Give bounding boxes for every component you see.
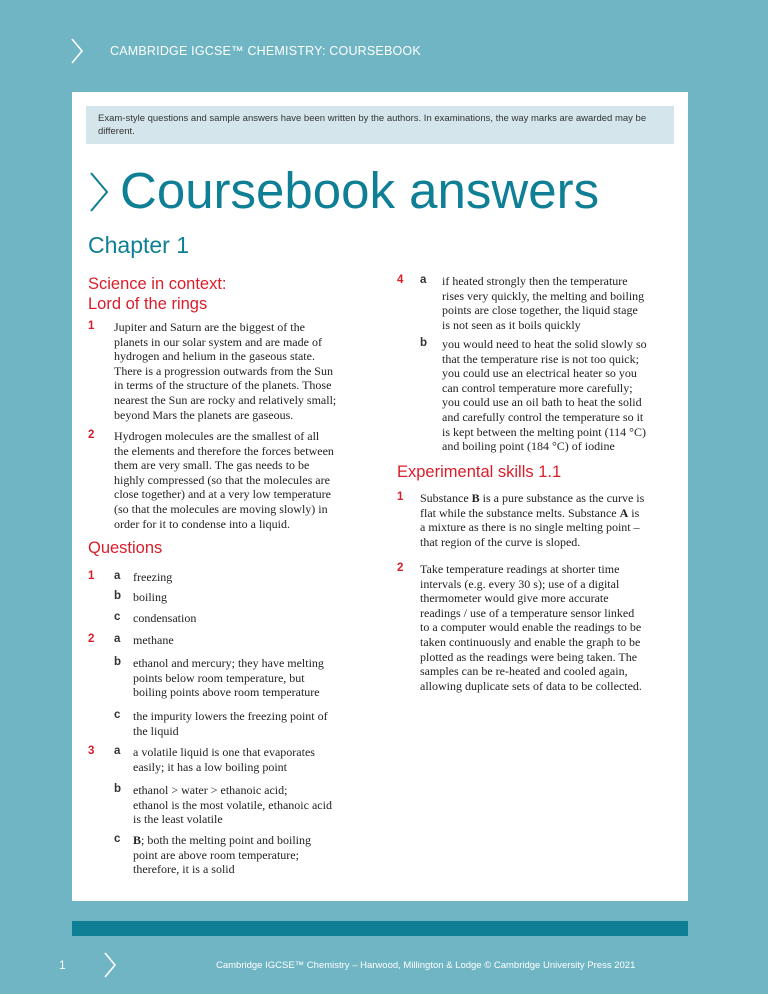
page-number: 1 bbox=[59, 958, 66, 972]
chevron-right-icon bbox=[103, 951, 117, 979]
answer-text: Take temperature readings at shorter time intervals (e.g. every 30 s); use of a digital thermometer would give more accurate readings / use of a temperature sensor linked to a computer would enable the readings to be taken continuously and enable the graph to be plotted as the readings were being taken. The samples can be re-heated and cooled again, allowing duplicate sets of data to be collected. bbox=[420, 562, 642, 693]
answer-text: you would need to heat the solid slowly so that the temperature rise is not too quick; you could use an electrical heater so you can control temperature more carefully; you could use an oil bath to heat the solid and carefully control the temperature so it is kept between the melting point (114 °C) and boiling point (184 °C) of iodine bbox=[442, 337, 647, 454]
question-number: 4 bbox=[397, 274, 404, 286]
part-label: a bbox=[114, 633, 121, 645]
part-label: a bbox=[114, 745, 121, 757]
page-title: Coursebook answers bbox=[120, 162, 600, 219]
part-label: b bbox=[420, 337, 428, 349]
answer-text: B; both the melting point and boiling point are above room temperature; therefore, it is a solid bbox=[133, 833, 312, 877]
page-content bbox=[72, 92, 688, 901]
section-heading-science: Science in context: Lord of the rings bbox=[88, 275, 227, 313]
part-label: c bbox=[114, 709, 121, 721]
part-label: c bbox=[114, 611, 121, 623]
question-number: 3 bbox=[88, 745, 95, 757]
part-label: a bbox=[114, 570, 121, 582]
answer-text: condensation bbox=[133, 611, 197, 625]
answer-text: Hydrogen molecules are the smallest of all the elements and therefore the forces between them are very small. The gas needs to be highly compressed (so that the molecules are close together) and at a very low temperature (so that the molecules are moving slowly) in order for it to condense into a liquid. bbox=[114, 429, 334, 531]
answer-text: a volatile liquid is one that evaporates easily; it has a low boiling point bbox=[133, 745, 315, 774]
answer-text: ethanol > water > ethanoic acid; ethanol is the most volatile, ethanoic acid is the least volatile bbox=[133, 783, 332, 827]
part-label: a bbox=[420, 274, 427, 286]
answer-text: Jupiter and Saturn are the biggest of the planets in our solar system and are made of hydrogen and helium in the gaseous state. There is a progression outwards from the Sun in terms of the structure of the planets. Those nearest the Sun are rocky and relatively small; beyond Mars the planets are gaseous. bbox=[114, 320, 337, 422]
question-number: 1 bbox=[88, 570, 95, 582]
answer-text: Substance B is a pure substance as the curve is flat while the substance melts. Substance A is a mixture as there is no single melting point – that region of the curve is sloped. bbox=[420, 491, 645, 549]
chevron-right-icon bbox=[88, 170, 110, 214]
question-number: 2 bbox=[88, 633, 95, 645]
exam-note: Exam-style questions and sample answers have been written by the authors. In examinations, the way marks are awarded may be different. bbox=[86, 106, 674, 144]
chapter-heading: Chapter 1 bbox=[88, 232, 190, 258]
answer-text: methane bbox=[133, 633, 174, 647]
answer-text: ethanol and mercury; they have melting points below room temperature, but boiling points above room temperature bbox=[133, 656, 324, 700]
part-label: b bbox=[114, 656, 122, 668]
answer-text: boiling bbox=[133, 590, 168, 604]
running-head: CAMBRIDGE IGCSE™ CHEMISTRY: COURSEBOOK bbox=[110, 44, 421, 58]
footer-copyright: Cambridge IGCSE™ Chemistry – Harwood, Millington & Lodge © Cambridge University Press 2021 bbox=[216, 960, 636, 971]
answer-text: the impurity lowers the freezing point of the liquid bbox=[133, 709, 328, 738]
section-heading-experimental-skills: Experimental skills 1.1 bbox=[397, 463, 562, 481]
part-label: b bbox=[114, 783, 122, 795]
answer-number: 1 bbox=[88, 320, 95, 332]
answer-number: 1 bbox=[397, 491, 404, 503]
part-label: b bbox=[114, 590, 122, 602]
footer-bar bbox=[72, 921, 688, 936]
section-heading-questions: Questions bbox=[88, 539, 163, 557]
answer-number: 2 bbox=[88, 429, 95, 441]
answer-number: 2 bbox=[397, 562, 404, 574]
answer-text: freezing bbox=[133, 570, 173, 584]
chevron-right-icon bbox=[70, 37, 84, 65]
part-label: c bbox=[114, 833, 121, 845]
answer-text: if heated strongly then the temperature rises very quickly, the melting and boiling points are close together, the liquid stage is not seen as it boils quickly bbox=[442, 274, 645, 332]
